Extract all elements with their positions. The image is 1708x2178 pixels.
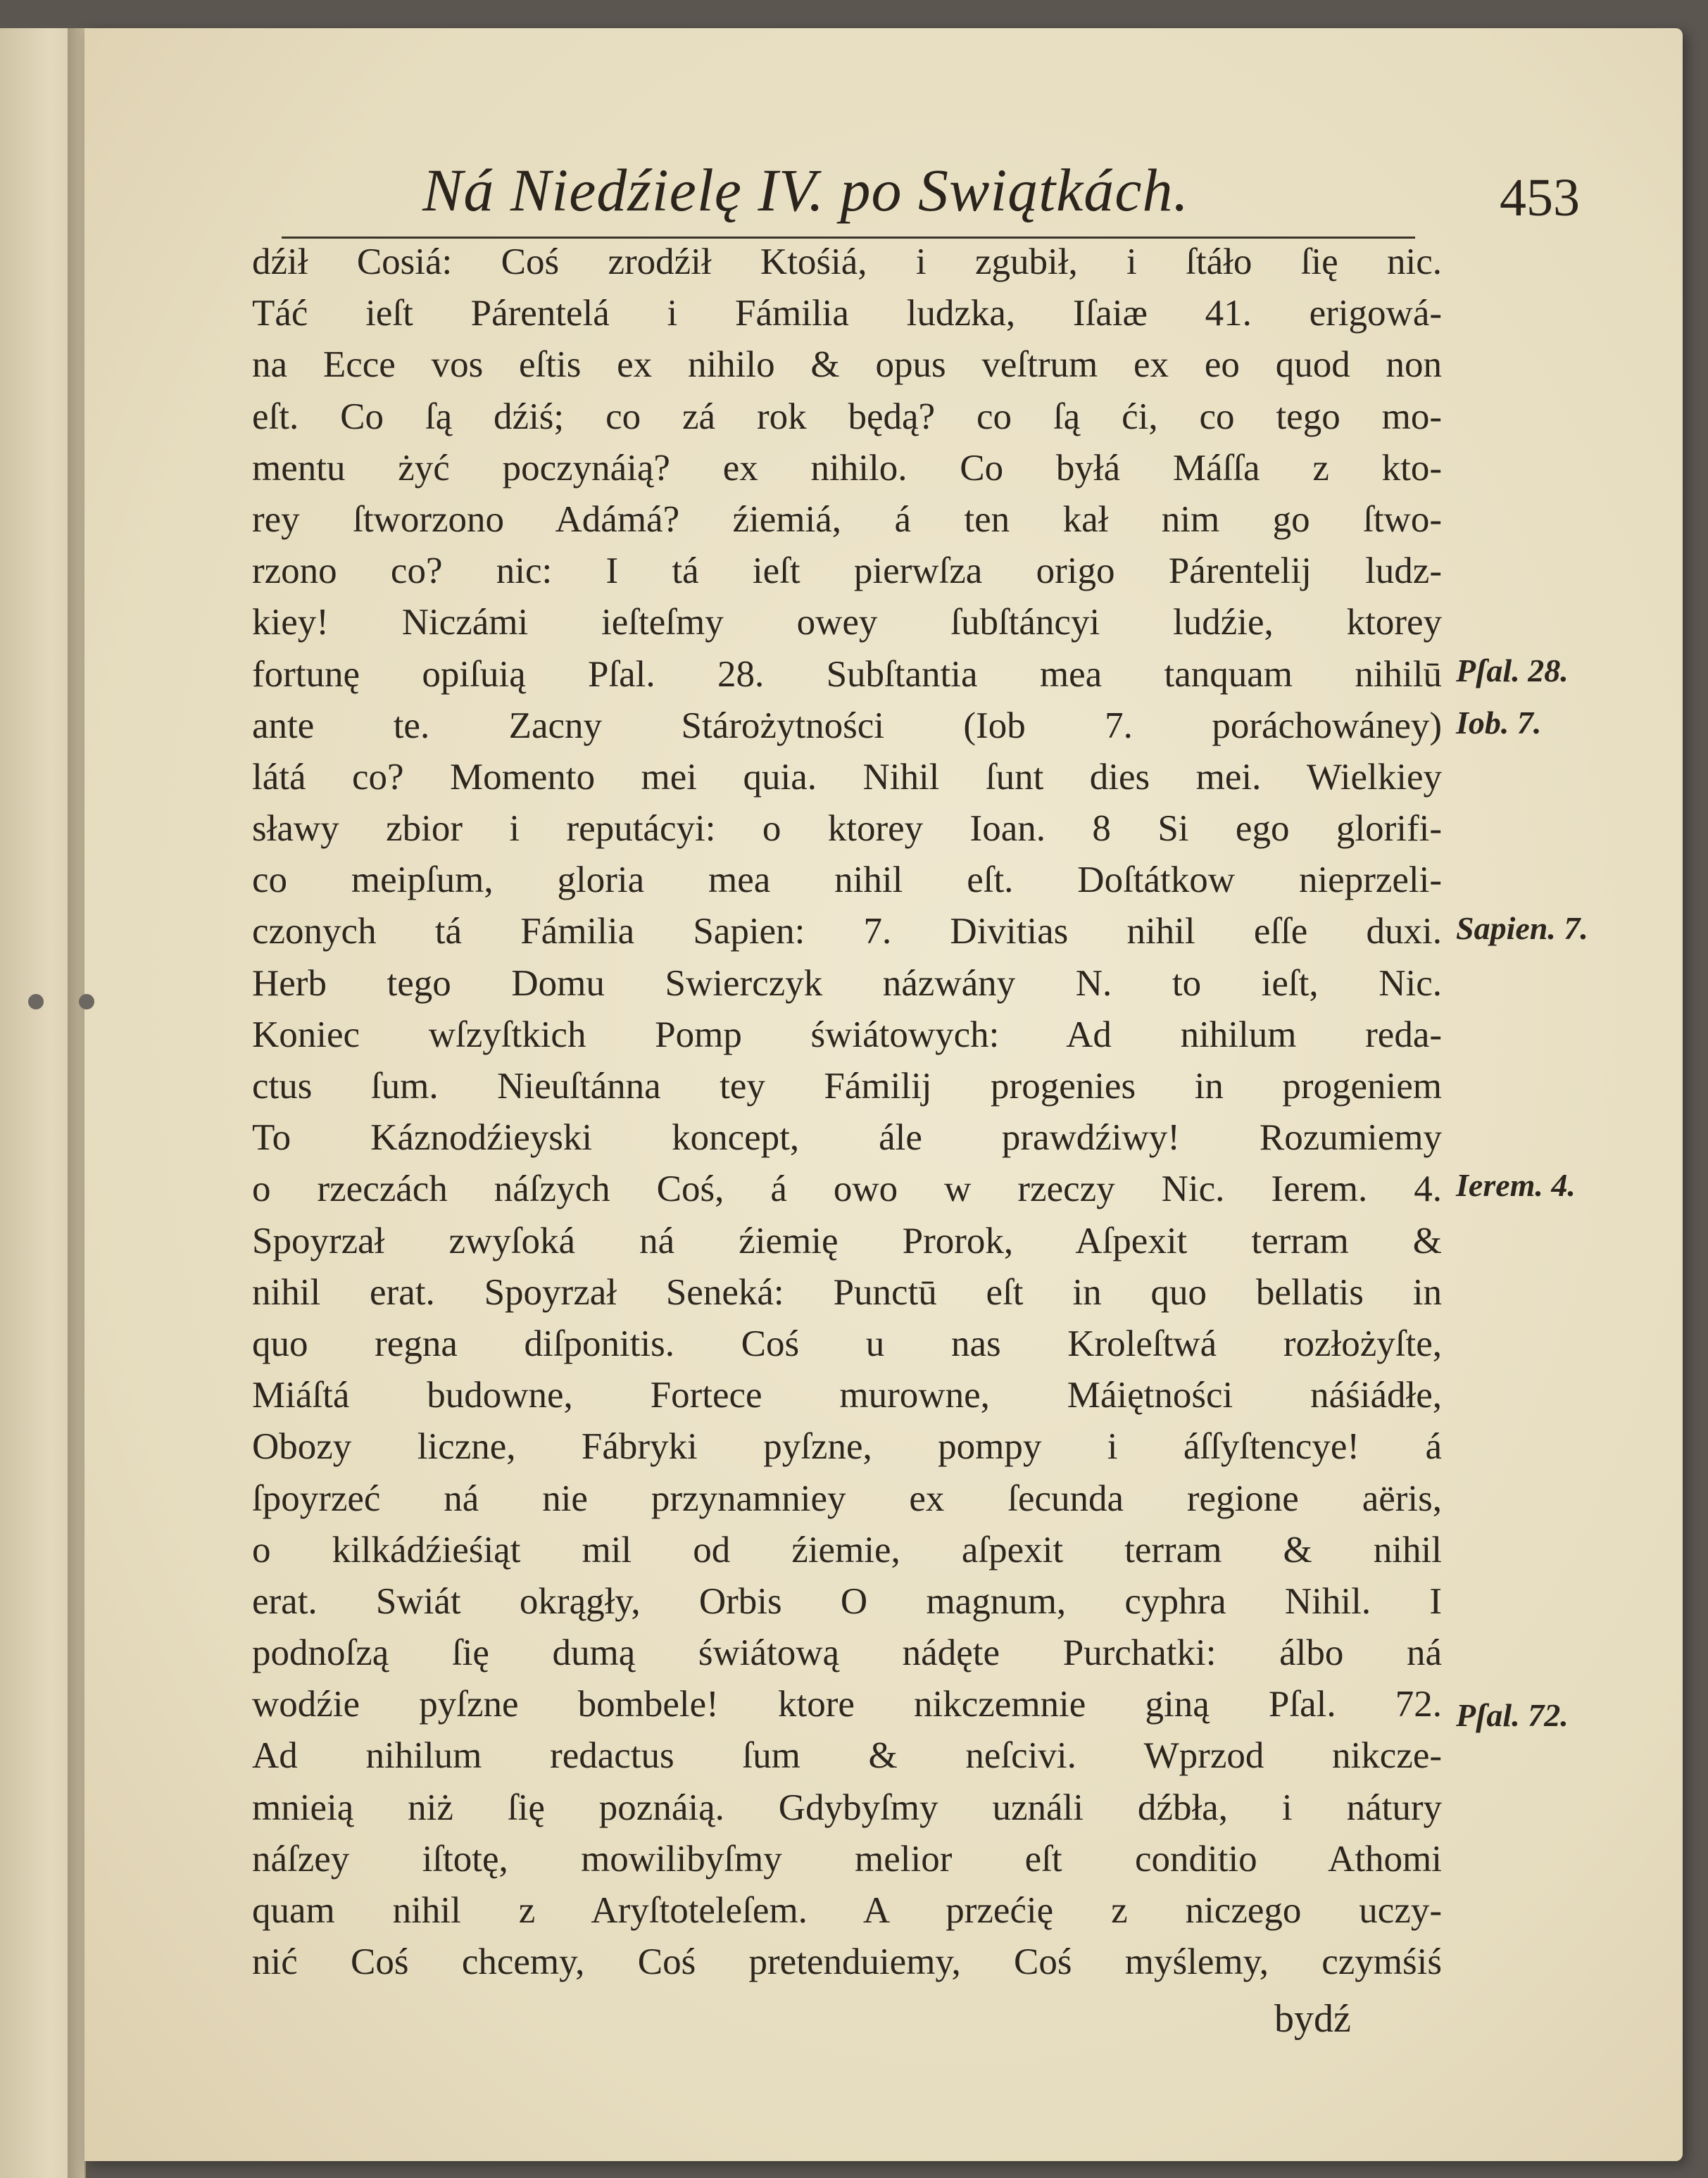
running-head: Ná Niedźielę IV. po Swiątkách. <box>422 156 1189 224</box>
text-line: o kilkádźieśiąt mil od źiemie, aſpexit terram & nihil <box>252 1529 1442 1570</box>
scan-spot <box>79 994 94 1009</box>
body-text <box>252 237 1442 1988</box>
catchword: bydź <box>1274 1997 1351 2041</box>
text-line: látá co? Momento mei quia. Nihil ſunt dies mei. Wielkiey <box>252 756 1442 798</box>
marginal-note: Sapien. 7. <box>1456 910 1588 946</box>
text-line: Miáſtá budowne, Fortece murowne, Máiętności náśiádłe, <box>252 1375 1442 1416</box>
text-line: ante te. Zacny Stárożytności (Iob 7. poráchowáney) <box>252 705 1442 746</box>
marginal-note: Pſal. 72. <box>1456 1697 1569 1733</box>
text-line: dźił Cosiá: Coś zrodźił Ktośiá, i zgubił, i ſtáło ſię nic. <box>252 241 1442 282</box>
text-line: czonych tá Fámilia Sapien: 7. Divitias nihil eſſe duxi. <box>252 911 1442 952</box>
text-line: eſt. Co ſą dźiś; co zá rok będą? co ſą ći, co tego mo- <box>252 396 1442 437</box>
text-line: quo regna diſponitis. Coś u nas Kroleſtwá rozłożyſte, <box>252 1323 1442 1364</box>
text-line: náſzey iſtotę, mowilibyſmy melior eſt conditio Athomi <box>252 1838 1442 1880</box>
marginal-note: Pſal. 28. <box>1456 653 1569 688</box>
marginal-note: Iob. 7. <box>1456 705 1542 741</box>
text-line: Ad nihilum redactus ſum & neſcivi. Wprzod nikcze- <box>252 1735 1442 1777</box>
text-line: mentu żyć poczynáią? ex nihilo. Co byłá Máſſa z kto- <box>252 447 1442 489</box>
text-line: co meipſum, gloria mea nihil eſt. Doſtátkow nieprzeli- <box>252 860 1442 901</box>
page-number: 453 <box>1500 168 1580 227</box>
text-line: erat. Swiát okrągły, Orbis O magnum, cyphra Nihil. I <box>252 1580 1442 1622</box>
text-line: Táć ieſt Párentelá i Fámilia ludzka, Iſaiæ 41. erigowá- <box>252 293 1442 334</box>
text-line: To Káznodźieyski koncept, ále prawdźiwy! Rozumiemy <box>252 1117 1442 1159</box>
text-line: nihil erat. Spoyrzał Seneká: Punctū eſt in quo bellatis in <box>252 1271 1442 1313</box>
text-line: podnoſzą ſię dumą świátową nádęte Purchatki: álbo ná <box>252 1632 1442 1674</box>
text-line: Herb tego Domu Swierczyk názwány N. to ieſt, Nic. <box>252 962 1442 1004</box>
text-line: na Ecce vos eſtis ex nihilo & opus veſtrum ex eo quod non <box>252 344 1442 386</box>
text-line: ſpoyrzeć ná nie przynamniey ex ſecunda regione aëris, <box>252 1478 1442 1519</box>
text-line: Spoyrzał zwyſoká ná źiemię Prorok, Aſpexit terram & <box>252 1220 1442 1261</box>
text-line: Obozy liczne, Fábryki pyſzne, pompy i áſſyſtencye! á <box>252 1426 1442 1468</box>
text-line: fortunę opiſuią Pſal. 28. Subſtantia mea tanquam nihilū <box>252 653 1442 695</box>
text-line: mnieią niż ſię poznáią. Gdybyſmy uználi dźbła, i nátury <box>252 1787 1442 1828</box>
text-line: nić Coś chcemy, Coś pretenduiemy, Coś myślemy, czymśiś <box>252 1941 1442 1983</box>
text-line: quam nihil z Aryſtoteleſem. A przećię z niczego uczy- <box>252 1890 1442 1931</box>
text-line: Koniec wſzyſtkich Pomp świátowych: Ad nihilum reda- <box>252 1014 1442 1055</box>
scan-spot <box>28 994 44 1009</box>
text-line: kiey! Niczámi ieſteſmy owey ſubſtáncyi ludźie, ktorey <box>252 602 1442 643</box>
text-line: wodźie pyſzne bombele! ktore nikczemnie giną Pſal. 72. <box>252 1684 1442 1725</box>
marginal-note: Ierem. 4. <box>1456 1167 1576 1203</box>
text-line: sławy zbior i reputácyi: o ktorey Ioan. 8 Si ego glorifi- <box>252 808 1442 850</box>
text-line: rzono co? nic: I tá ieſt pierwſza origo Párentelij ludz- <box>252 550 1442 592</box>
text-line: o rzeczách náſzych Coś, á owo w rzeczy Nic. Ierem. 4. <box>252 1169 1442 1210</box>
book-page <box>84 28 1683 2161</box>
text-line: ctus ſum. Nieuſtánna tey Fámilij progenies in progeniem <box>252 1066 1442 1107</box>
text-line: rey ſtworzono Adámá? źiemiá, á ten kał nim go ſtwo- <box>252 498 1442 540</box>
